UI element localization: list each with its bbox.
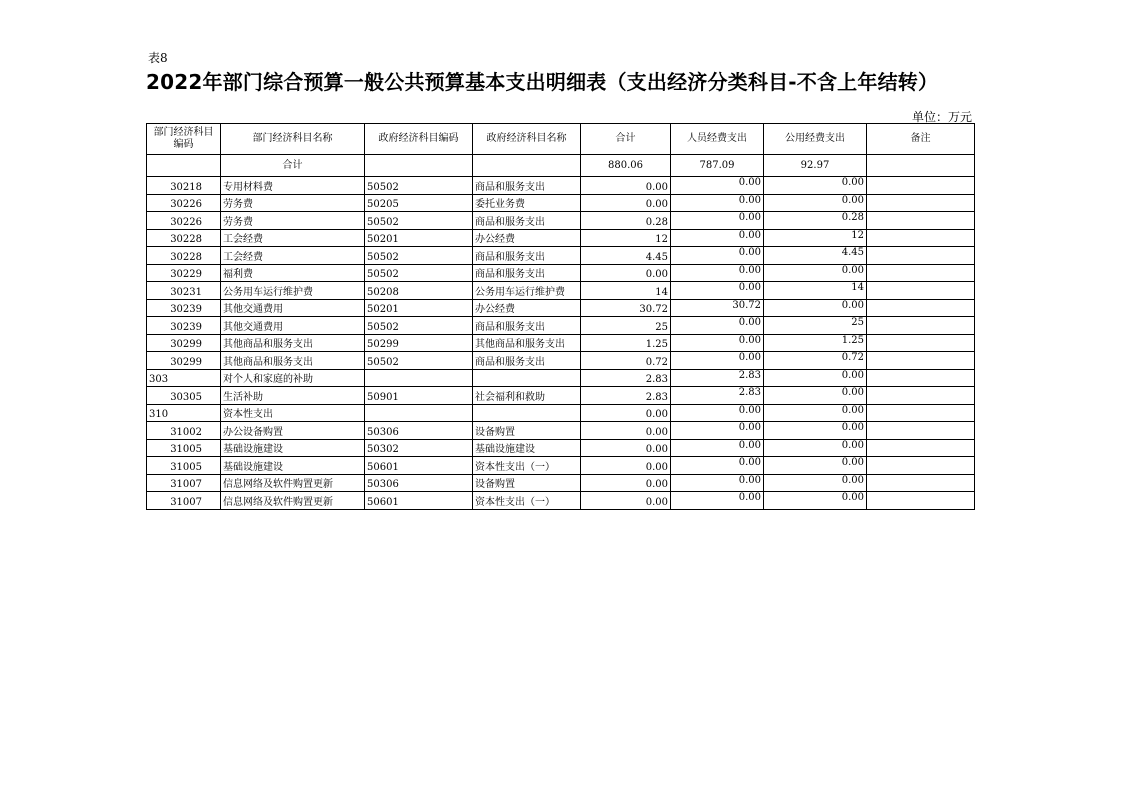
row-total: 0.00 [581,177,671,195]
total-row-personnel: 787.09 [671,155,764,177]
row-gov-name: 设备购置 [473,422,581,440]
table-row [147,492,975,510]
row-note [867,457,975,475]
row-personnel: 0.00 [671,439,764,457]
row-personnel: 0.00 [671,404,764,422]
row-dept-code: 30218 [147,177,221,195]
row-public: 0.00 [764,194,867,212]
row-dept-code: 30239 [147,317,221,335]
row-personnel: 0.00 [671,212,764,230]
row-total: 0.00 [581,264,671,282]
total-row-gov-code [365,155,473,177]
row-personnel: 2.83 [671,369,764,387]
header-note: 备注 [867,124,975,155]
table-row [147,439,975,457]
row-dept-name: 其他商品和服务支出 [221,334,365,352]
row-gov-name [473,404,581,422]
row-gov-code: 50502 [365,177,473,195]
row-public: 0.00 [764,404,867,422]
row-gov-code [365,369,473,387]
row-personnel: 30.72 [671,299,764,317]
row-gov-name [473,369,581,387]
row-note [867,177,975,195]
row-dept-code: 30231 [147,282,221,300]
row-dept-code: 31005 [147,439,221,457]
row-public: 0.00 [764,387,867,405]
row-note [867,422,975,440]
row-public: 1.25 [764,334,867,352]
row-gov-name: 商品和服务支出 [473,317,581,335]
row-note [867,317,975,335]
total-row-note [867,155,975,177]
row-note [867,229,975,247]
total-row-total: 880.06 [581,155,671,177]
row-dept-code: 31005 [147,457,221,475]
row-gov-name: 公务用车运行维护费 [473,282,581,300]
header-total: 合计 [581,124,671,155]
row-gov-code: 50901 [365,387,473,405]
total-row-label: 合计 [221,155,365,177]
header-gov-name: 政府经济科目名称 [473,124,581,155]
header-personnel: 人员经费支出 [671,124,764,155]
row-gov-code: 50306 [365,474,473,492]
row-dept-name: 基础设施建设 [221,439,365,457]
row-gov-name: 其他商品和服务支出 [473,334,581,352]
table-row [147,212,975,230]
row-public: 0.00 [764,177,867,195]
row-total: 25 [581,317,671,335]
row-gov-name: 委托业务费 [473,194,581,212]
row-gov-code: 50201 [365,229,473,247]
table-label: 表8 [148,51,168,65]
row-total: 0.00 [581,492,671,510]
row-note [867,492,975,510]
row-gov-code: 50306 [365,422,473,440]
row-dept-name: 对个人和家庭的补助 [221,369,365,387]
row-dept-name: 劳务费 [221,194,365,212]
row-dept-name: 生活补助 [221,387,365,405]
row-dept-code: 30299 [147,352,221,370]
row-dept-name: 其他商品和服务支出 [221,352,365,370]
row-public: 14 [764,282,867,300]
row-gov-name: 资本性支出（一） [473,457,581,475]
row-public: 0.00 [764,299,867,317]
row-gov-name: 商品和服务支出 [473,264,581,282]
row-gov-name: 商品和服务支出 [473,212,581,230]
row-dept-code: 30226 [147,194,221,212]
row-gov-code: 50302 [365,439,473,457]
row-total: 0.00 [581,422,671,440]
row-note [867,282,975,300]
table-row [147,404,975,422]
row-personnel: 0.00 [671,492,764,510]
row-dept-code: 30305 [147,387,221,405]
row-personnel: 0.00 [671,247,764,265]
row-public: 0.00 [764,369,867,387]
table-row [147,352,975,370]
budget-table [146,123,975,510]
row-dept-code: 31002 [147,422,221,440]
row-personnel: 0.00 [671,334,764,352]
row-note [867,264,975,282]
table-row [147,229,975,247]
row-dept-name: 工会经费 [221,247,365,265]
row-gov-code: 50201 [365,299,473,317]
row-total: 0.00 [581,194,671,212]
row-gov-code: 50601 [365,457,473,475]
row-gov-code: 50601 [365,492,473,510]
row-personnel: 0.00 [671,422,764,440]
table-row [147,264,975,282]
row-public: 0.28 [764,212,867,230]
row-total: 0.00 [581,474,671,492]
row-dept-name: 专用材料费 [221,177,365,195]
row-dept-name: 信息网络及软件购置更新 [221,474,365,492]
row-personnel: 0.00 [671,317,764,335]
row-dept-code: 31007 [147,474,221,492]
row-public: 12 [764,229,867,247]
row-dept-code: 303 [147,369,221,387]
row-total: 2.83 [581,387,671,405]
row-total: 14 [581,282,671,300]
row-note [867,194,975,212]
header-public: 公用经费支出 [764,124,867,155]
row-gov-code: 50502 [365,352,473,370]
row-total: 0.28 [581,212,671,230]
table-row [147,369,975,387]
row-gov-code: 50502 [365,264,473,282]
row-personnel: 0.00 [671,194,764,212]
row-dept-code: 30226 [147,212,221,230]
row-gov-name: 商品和服务支出 [473,247,581,265]
row-note [867,299,975,317]
total-row-public: 92.97 [764,155,867,177]
row-dept-code: 30229 [147,264,221,282]
row-note [867,352,975,370]
row-dept-code: 310 [147,404,221,422]
row-dept-code: 30228 [147,247,221,265]
row-dept-name: 劳务费 [221,212,365,230]
row-gov-code: 50205 [365,194,473,212]
row-dept-name: 其他交通费用 [221,317,365,335]
row-total: 0.72 [581,352,671,370]
row-public: 0.00 [764,422,867,440]
table-row [147,299,975,317]
page-title: 2022年部门综合预算一般公共预算基本支出明细表（支出经济分类科目-不含上年结转） [146,70,939,94]
unit-label: 单位：万元 [911,110,972,124]
row-gov-code: 50502 [365,212,473,230]
row-dept-code: 30239 [147,299,221,317]
row-public: 0.00 [764,439,867,457]
table-row [147,387,975,405]
row-gov-name: 商品和服务支出 [473,177,581,195]
header-row [147,124,975,155]
row-total: 12 [581,229,671,247]
row-note [867,334,975,352]
row-total: 0.00 [581,404,671,422]
row-total: 4.45 [581,247,671,265]
total-row-gov-name [473,155,581,177]
row-gov-code: 50299 [365,334,473,352]
row-public: 25 [764,317,867,335]
row-dept-name: 办公设备购置 [221,422,365,440]
row-personnel: 2.83 [671,387,764,405]
table-body [147,155,975,510]
row-gov-name: 基础设施建设 [473,439,581,457]
row-note [867,212,975,230]
row-public: 0.00 [764,264,867,282]
row-personnel: 0.00 [671,352,764,370]
row-personnel: 0.00 [671,229,764,247]
row-gov-name: 商品和服务支出 [473,352,581,370]
row-personnel: 0.00 [671,282,764,300]
row-public: 0.00 [764,474,867,492]
header-gov-code: 政府经济科目编码 [365,124,473,155]
row-gov-code: 50502 [365,317,473,335]
row-total: 0.00 [581,457,671,475]
row-gov-name: 设备购置 [473,474,581,492]
row-dept-name: 福利费 [221,264,365,282]
table-row [147,457,975,475]
row-gov-name: 资本性支出（一） [473,492,581,510]
table-row [147,194,975,212]
row-personnel: 0.00 [671,474,764,492]
row-total: 2.83 [581,369,671,387]
table-row [147,317,975,335]
row-gov-name: 社会福利和救助 [473,387,581,405]
row-public: 0.72 [764,352,867,370]
row-gov-code: 50208 [365,282,473,300]
row-public: 4.45 [764,247,867,265]
row-dept-code: 31007 [147,492,221,510]
header-dept-code: 部门经济科目编码 [147,124,221,155]
row-note [867,404,975,422]
row-personnel: 0.00 [671,177,764,195]
row-gov-name: 办公经费 [473,299,581,317]
row-note [867,439,975,457]
row-public: 0.00 [764,492,867,510]
row-total: 1.25 [581,334,671,352]
row-dept-name: 基础设施建设 [221,457,365,475]
row-dept-name: 信息网络及软件购置更新 [221,492,365,510]
row-dept-name: 其他交通费用 [221,299,365,317]
total-row-code [147,155,221,177]
row-public: 0.00 [764,457,867,475]
row-gov-code [365,404,473,422]
table-row [147,334,975,352]
row-gov-name: 办公经费 [473,229,581,247]
row-note [867,474,975,492]
header-dept-name: 部门经济科目名称 [221,124,365,155]
row-note [867,247,975,265]
row-dept-code: 30299 [147,334,221,352]
row-total: 0.00 [581,439,671,457]
row-dept-name: 公务用车运行维护费 [221,282,365,300]
total-row [147,155,975,177]
row-total: 30.72 [581,299,671,317]
row-note [867,387,975,405]
row-personnel: 0.00 [671,264,764,282]
row-note [867,369,975,387]
table-row [147,422,975,440]
row-dept-code: 30228 [147,229,221,247]
table-row [147,282,975,300]
table-row [147,177,975,195]
row-dept-name: 工会经费 [221,229,365,247]
table-row [147,474,975,492]
row-personnel: 0.00 [671,457,764,475]
row-dept-name: 资本性支出 [221,404,365,422]
table-row [147,247,975,265]
row-gov-code: 50502 [365,247,473,265]
